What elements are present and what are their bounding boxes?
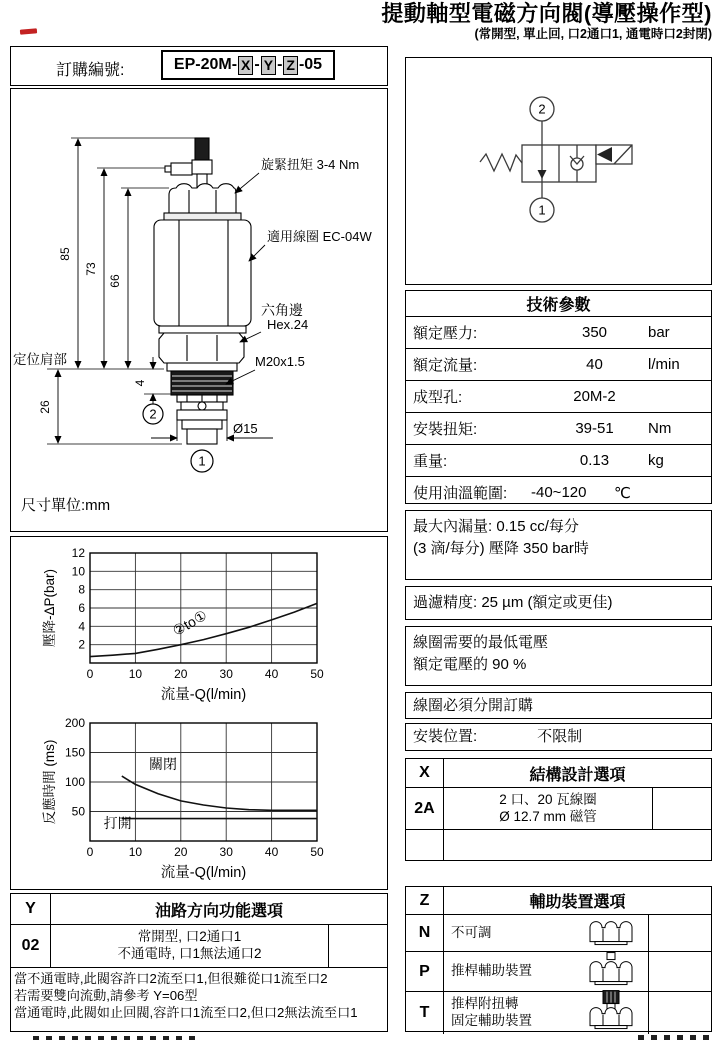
option-z-row-key: N [406, 915, 444, 951]
param-label: 額定流量: [413, 357, 478, 374]
y-tick-label: 200 [64, 716, 85, 730]
param-unit: ℃ [614, 484, 631, 502]
x-tick-label: 10 [128, 667, 143, 681]
nut-with-pin-icon [582, 951, 638, 992]
y-tick-label: 6 [78, 601, 85, 615]
x-tick-label: 20 [174, 845, 188, 859]
y-tick-label: 150 [64, 745, 85, 760]
dim-4: 4 [133, 379, 147, 387]
dim-66: 66 [108, 274, 122, 288]
coil-voltage-section [405, 626, 712, 686]
curve-annotation: ②to① [169, 606, 210, 640]
valve-body [154, 138, 251, 444]
y-tick-label: 2 [78, 637, 85, 652]
thread-callout: M20x1.5 [255, 354, 305, 369]
y-tick-label: 12 [71, 546, 85, 560]
option-z-row-key: T [406, 992, 444, 1034]
series-關閉 [122, 776, 317, 810]
curve-annotation: 關閉 [149, 756, 178, 773]
drawing-port2-number: 2 [149, 406, 157, 422]
order-number-label: 訂購編號: [56, 62, 125, 79]
knurled-knob-nut-icon [582, 990, 638, 1037]
option-y-notes [11, 968, 387, 1023]
x-axis-label: 流量-Q(l/min) [160, 865, 247, 881]
coil-voltage-line2: 額定電壓的 90 % [413, 655, 527, 673]
hydraulic-symbol [406, 58, 711, 284]
spring-symbol [480, 154, 522, 171]
param-label: 使用油溫範圍: [413, 485, 508, 502]
option-z-row-n [406, 915, 711, 952]
hex-callout-en: Hex.24 [267, 317, 309, 332]
param-value: 39-51 [575, 420, 614, 437]
pressure-drop-chart [11, 541, 387, 709]
option-y-row-key: 02 [11, 925, 51, 967]
param-unit: Nm [648, 420, 672, 437]
diameter-callout: Ø15 [233, 421, 258, 436]
tech-param-row [406, 413, 711, 445]
manual-override-cap [195, 138, 209, 160]
option-x-blank-row [406, 830, 711, 861]
order-number-box [10, 46, 388, 86]
x-axis-label: 流量-Q(l/min) [160, 687, 247, 703]
page-title: 提動軸型電磁方向閥(導壓操作型) [381, 1, 712, 26]
option-x-desc-line2: Ø 12.7 mm 磁管 [499, 808, 597, 824]
option-x-desc-line1: 2 口、20 瓦線圈 [499, 791, 597, 807]
option-y-key: Y [11, 894, 51, 924]
x-tick-label: 20 [174, 667, 188, 681]
page-subtitle: (常開型, 單止回, 口2通口1, 通電時口2封閉) [474, 26, 712, 41]
coil-nut [169, 184, 236, 213]
option-y-title: 油路方向功能選項 [154, 902, 283, 920]
coil-voltage-line1: 線圈需要的最低電壓 [413, 634, 549, 651]
mounting-value: 不限制 [537, 728, 583, 746]
option-x-table [405, 758, 712, 861]
hydraulic-symbol-box [405, 57, 712, 285]
option-y-note: 若需要雙向流動,請參考 Y=06型 [14, 988, 198, 1004]
valve-nose-tip [187, 429, 217, 444]
option-z-empty-cell [648, 915, 711, 951]
symbol-port2-number: 2 [538, 101, 546, 117]
x-tick-label: 0 [86, 667, 94, 681]
valve-drawing [11, 89, 387, 487]
dimension-labels [38, 247, 147, 414]
leakage-line1: 最大內漏量: 0.15 cc/每分 [413, 518, 579, 535]
dimension-drawing-box [10, 88, 388, 532]
x-tick-label: 0 [86, 845, 94, 859]
option-z-row-key: P [406, 952, 444, 991]
hex-callout-cn: 六角邊 [261, 302, 303, 318]
tech-param-row [406, 477, 711, 508]
red-logo-mark [20, 28, 37, 34]
option-y-desc-line1: 常開型, 口2通口1 [137, 929, 242, 945]
mounting-section [405, 723, 712, 751]
page-title-block [381, 2, 712, 41]
dim-85: 85 [58, 247, 72, 261]
option-z-desc-line1: 推桿附扭轉 [451, 996, 519, 1012]
torque-callout: 旋緊扭矩 3-4 Nm [261, 157, 360, 172]
shoulder-label: 定位肩部 [13, 352, 67, 367]
param-value: 350 [581, 324, 608, 341]
performance-charts-box [10, 536, 388, 890]
x-tick-label: 40 [264, 845, 279, 859]
tech-params-header: 技術參數 [406, 291, 711, 317]
tech-param-row [406, 381, 711, 413]
option-z-empty-cell [648, 992, 711, 1034]
option-y-header-row [11, 894, 387, 925]
symbol-port1-number: 1 [538, 202, 546, 218]
nut-icon [582, 916, 638, 951]
mounting-label: 安裝位置: [413, 728, 478, 746]
dimension-unit-note: 尺寸單位:mm [21, 497, 111, 514]
order-code-sep: - [277, 56, 283, 73]
option-y-desc-line2: 不通電時, 口1無法通口2 [117, 946, 262, 961]
option-y-note: 當通電時,此閥如止回閥,容許口1流至口2,但口2無法流至口1 [14, 1005, 358, 1021]
leakage-section [405, 510, 712, 580]
dimension-lines [58, 139, 153, 443]
tech-param-row [406, 317, 711, 349]
x-tick-label: 30 [219, 667, 233, 681]
dim-26: 26 [38, 400, 52, 414]
order-code [161, 50, 335, 80]
x-tick-label: 30 [219, 845, 233, 859]
param-label: 重量: [413, 453, 448, 470]
option-y-row-02 [11, 925, 387, 968]
option-z-desc: 不可調 [451, 924, 492, 940]
y-tick-label: 100 [64, 775, 85, 789]
hex-section [159, 333, 244, 363]
param-value: -40~120 [531, 484, 587, 501]
filtration-text: 過濾精度: 25 µm (額定或更佳) [413, 594, 613, 612]
y-axis-label: 反應時間 (ms) [42, 739, 57, 825]
param-label: 額定壓力: [413, 325, 478, 342]
param-unit: kg [648, 452, 664, 469]
tech-param-row [406, 445, 711, 477]
tech-params-table [405, 290, 712, 504]
order-code-prefix: EP-20M- [173, 56, 238, 73]
option-z-row-p [406, 952, 711, 992]
cutoff-footer-fragment [638, 1035, 716, 1040]
coil-body [154, 220, 251, 326]
option-x-row-key: 2A [406, 788, 444, 829]
order-code-z-option: Z [283, 56, 298, 75]
param-unit: bar [648, 324, 670, 341]
coil-callout: 適用線圈 EC-04W [267, 229, 372, 244]
param-value: 0.13 [579, 452, 610, 469]
x-tick-label: 50 [310, 667, 324, 681]
x-tick-label: 10 [128, 845, 143, 859]
param-value: 20M-2 [573, 388, 616, 405]
option-x-empty-cell [652, 788, 711, 829]
y-axis-label: 壓降-ΔP(bar) [42, 568, 57, 648]
y-tick-label: 8 [78, 582, 85, 597]
y-tick-label: 10 [71, 564, 85, 579]
order-code-x-option: X [238, 56, 253, 75]
order-code-suffix: -05 [298, 56, 323, 73]
option-y-table [10, 893, 388, 1032]
dim-73: 73 [84, 262, 98, 276]
param-value: 40 [586, 356, 603, 373]
option-x-row-2a [406, 788, 711, 830]
option-z-desc-line2: 固定輔助裝置 [451, 1013, 532, 1028]
option-z-key: Z [406, 887, 444, 914]
coil-order-text: 線圈必須分開訂購 [413, 696, 534, 714]
option-x-header-row [406, 759, 711, 788]
option-y-note: 當不通電時,此閥容許口2流至口1,但很難從口1流至口2 [14, 971, 328, 986]
x-tick-label: 50 [310, 845, 324, 859]
option-x-title: 結構設計選項 [529, 766, 626, 784]
leakage-line2: (3 滴/每分) 壓降 350 bar時 [413, 539, 589, 557]
option-z-header-row [406, 887, 711, 915]
option-z-title: 輔助裝置選項 [529, 894, 626, 911]
y-tick-label: 4 [78, 619, 85, 634]
curve-annotation: 打開 [103, 815, 132, 832]
order-code-y-option: Y [261, 56, 276, 75]
coil-order-section [405, 692, 712, 719]
param-unit: l/min [648, 356, 680, 373]
cutoff-footer-fragment [33, 1036, 201, 1040]
option-z-empty-cell [648, 952, 711, 991]
drawing-port1-number: 1 [198, 453, 206, 469]
y-tick-label: 50 [71, 804, 85, 819]
option-y-empty-cell [328, 925, 387, 967]
response-time-chart [11, 709, 387, 887]
param-label: 安裝扭矩: [413, 421, 478, 438]
filtration-section [405, 586, 712, 620]
order-code-sep: - [254, 56, 260, 73]
param-label: 成型孔: [413, 389, 463, 406]
option-z-table [405, 886, 712, 1032]
option-z-row-t [406, 992, 711, 1034]
tech-param-row [406, 349, 711, 381]
option-x-key: X [406, 759, 444, 787]
option-z-desc: 推桿輔助裝置 [451, 963, 532, 979]
x-tick-label: 40 [264, 667, 279, 681]
